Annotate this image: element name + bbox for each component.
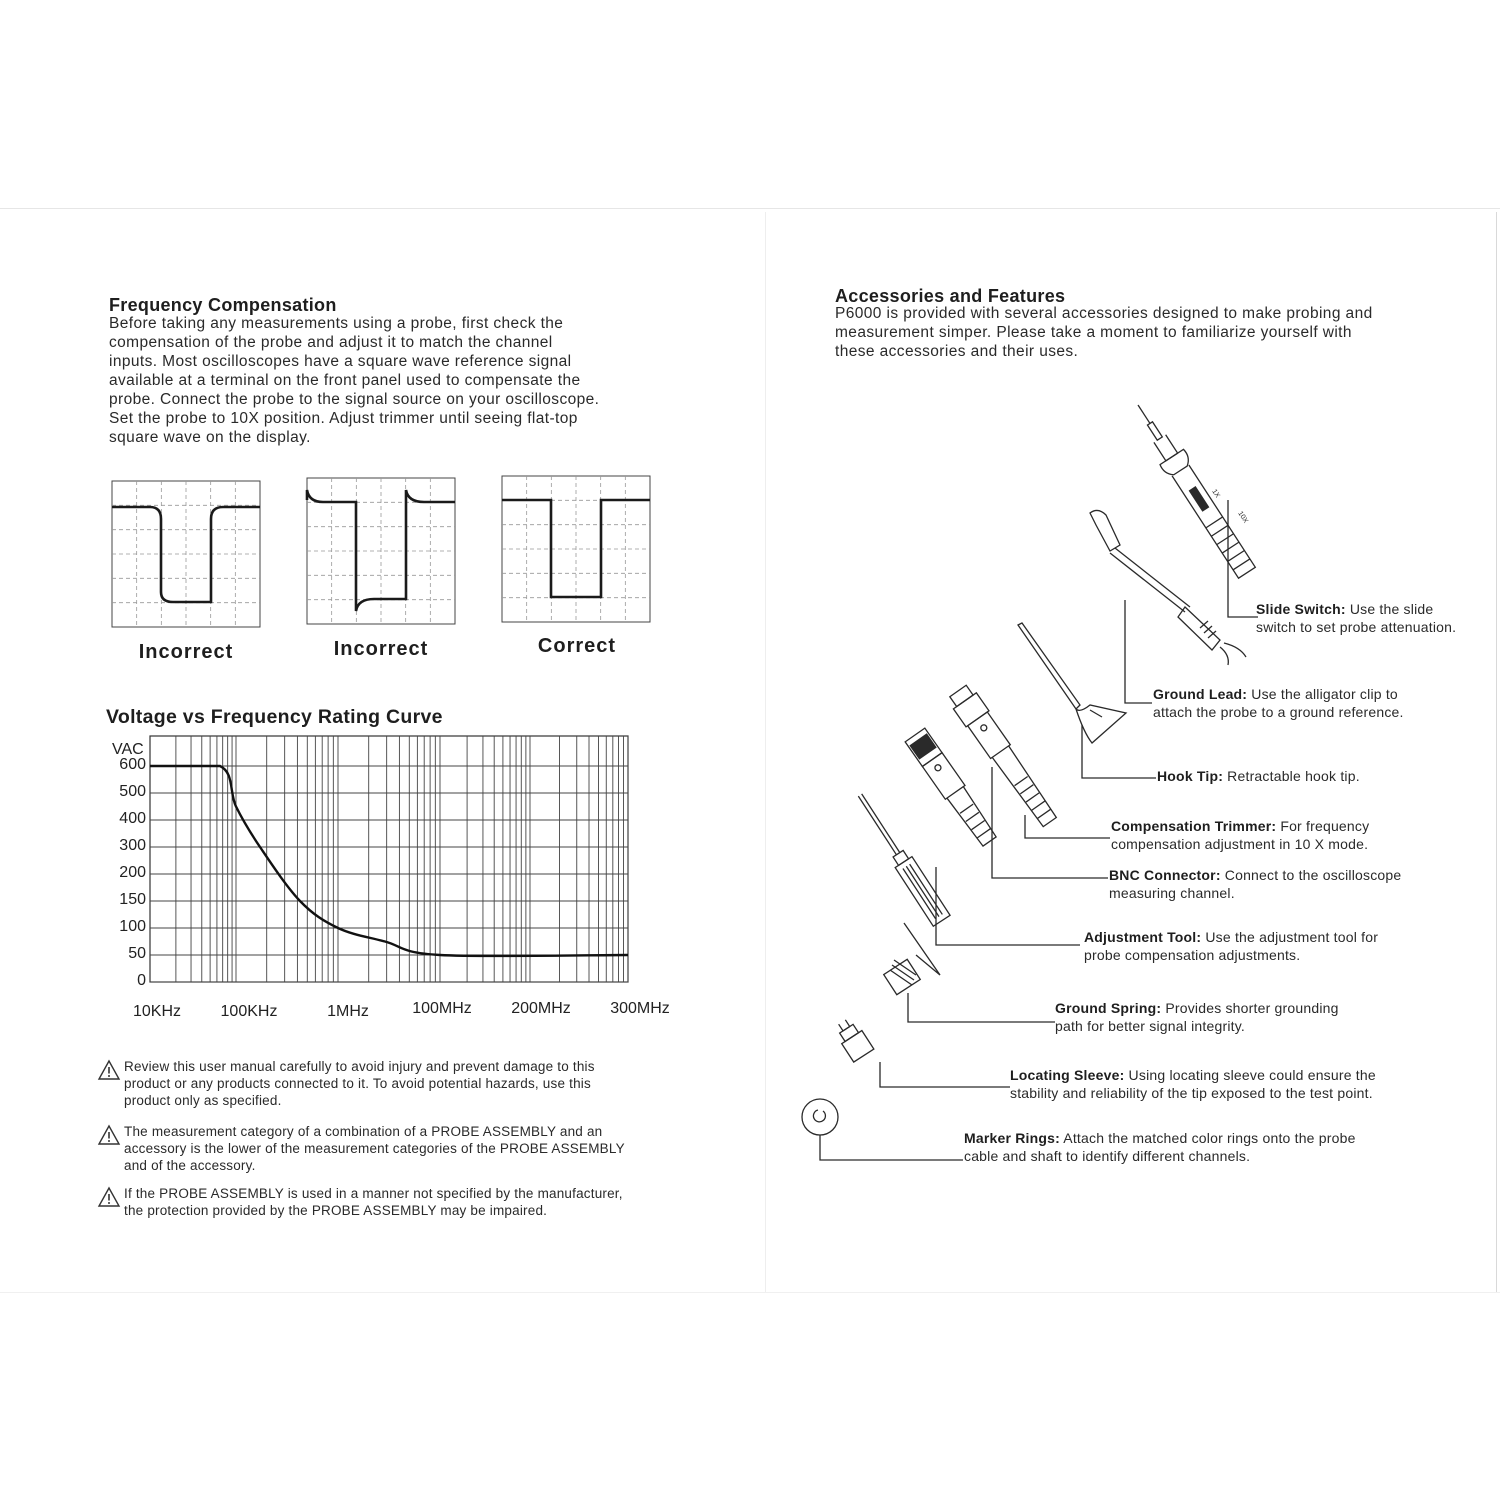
leader-line [1082,725,1156,778]
chart-y-tick-label: 50 [128,945,146,962]
callout-text: measuring channel. [1109,885,1235,901]
callout-title: Locating Sleeve: [1010,1067,1125,1083]
callout-bnc-connector [1109,866,1401,902]
callout-text: Use the adjustment tool for [1201,929,1379,945]
callout-text: Provides shorter grounding [1161,1000,1339,1016]
scope-grid [502,476,650,622]
callout-ground-lead [1153,685,1404,721]
accessories-illustration [780,395,1340,1175]
chart-y-tick-label: 600 [119,756,146,773]
text-line: compensation of the probe and adjust it to match the channel [109,334,553,351]
warning-triangle-icon [98,1060,120,1080]
accessories-heading: Accessories and Features [835,286,1066,306]
page-edge [0,208,1500,209]
text-line: The measurement category of a combination of a PROBE ASSEMBLY and an [124,1124,603,1139]
accessories-intro [835,304,1475,361]
text-line: product only as specified. [124,1093,282,1108]
text-line: the protection provided by the PROBE ASSEMBLY may be impaired. [124,1203,548,1218]
frequency-compensation-text [109,314,709,447]
chart-y-tick-label: 500 [119,783,146,800]
text-line: these accessories and their uses. [835,343,1079,360]
callout-text: Use the alligator clip to [1247,686,1398,702]
callout-compensation-trimmer [1111,817,1369,853]
callout-title: Ground Spring: [1055,1000,1162,1016]
callout-text: compensation adjustment in 10 X mode. [1111,836,1369,852]
warning-block [98,1058,708,1109]
callout-title: Marker Rings: [964,1130,1060,1146]
locating-sleeve-icon [832,1015,874,1062]
callout-title: Ground Lead: [1153,686,1248,702]
callout-text: cable and shaft to identify different channels. [964,1148,1251,1164]
callout-adjustment-tool [1084,928,1378,964]
callout-title: Compensation Trimmer: [1111,818,1277,834]
callout-title: Hook Tip: [1157,768,1224,784]
bnc-connector-icon [947,683,1062,830]
text-line: If the PROBE ASSEMBLY is used in a manner not specified by the manufacturer, [124,1186,623,1201]
chart-y-axis-label: VAC [112,741,144,758]
text-line: square wave on the display. [109,429,311,446]
page-divider [765,212,766,1292]
scope-grid [307,478,455,624]
text-line: probe. Connect the probe to the signal source on your oscilloscope. [109,391,600,408]
text-line: accessory is the lower of the measurement categories of the PROBE ASSEMBLY [124,1141,625,1156]
chart-grid [150,736,628,982]
text-line: product or any products connected to it. To avoid potential hazards, use this [124,1076,591,1091]
text-line: inputs. Most oscilloscopes have a square wave reference signal [109,353,572,370]
rating-curve-title: Voltage vs Frequency Rating Curve [106,706,443,728]
chart-y-tick-label: 400 [119,810,146,827]
chart-x-tick-label: 100MHz [412,1000,472,1017]
waveform-caption-incorrect: Incorrect [138,641,234,663]
waveform-caption-correct: Correct [537,635,617,657]
callout-text: Use the slide [1345,601,1434,617]
callout-text: switch to set probe attenuation. [1256,619,1457,635]
switch-mark-10x: 10X [1236,510,1249,525]
text-line: P6000 is provided with several accessories designed to make probing and [835,305,1373,322]
page-edge [0,1292,1500,1293]
ground-lead-icon [1090,510,1246,665]
callout-hook-tip [1157,767,1360,785]
callout-title: BNC Connector: [1109,867,1221,883]
warning-block [98,1185,708,1219]
callout-text: stability and reliability of the tip exposed to the test point. [1010,1085,1373,1101]
warning-text [124,1123,708,1174]
callout-text: path for better signal integrity. [1055,1018,1245,1034]
marker-ring-icon [802,1099,838,1135]
warning-text [124,1058,708,1109]
callout-text: Connect to the oscilloscope [1220,867,1402,883]
chart-x-tick-label: 200MHz [511,1000,571,1017]
correct-waveform [502,476,650,622]
chart-y-tick-label: 200 [119,864,146,881]
overcompensated-waveform [307,478,455,624]
chart-y-tick-label: 0 [137,972,146,989]
compensation-trimmer-icon [905,728,999,848]
hook-tip-icon [1018,623,1126,743]
warning-block [98,1123,708,1174]
waveform-caption-incorrect: Incorrect [333,638,429,660]
callout-text: Using locating sleeve could ensure the [1124,1067,1376,1083]
warning-triangle-icon [98,1187,120,1207]
scope-grid [112,481,260,627]
text-line: Set the probe to 10X position. Adjust trimmer until seeing flat-top [109,410,578,427]
callout-text: For frequency [1276,818,1370,834]
text-line: and of the accessory. [124,1158,256,1173]
text-line: measurement simper. Please take a moment to familiarize yourself with [835,324,1352,341]
warning-triangle-icon [98,1125,120,1145]
chart-x-tick-label: 300MHz [610,1000,670,1017]
text-line: Review this user manual carefully to avoid injury and prevent damage to this [124,1059,595,1074]
chart-y-tick-label: 150 [119,891,146,908]
callout-title: Adjustment Tool: [1084,929,1202,945]
frequency-compensation-heading: Frequency Compensation [109,295,337,315]
leader-line [936,867,1080,945]
undercompensated-waveform [112,481,260,627]
chart-x-tick-label: 100KHz [220,1003,278,1020]
ground-spring-icon [884,923,940,995]
callout-slide-switch [1256,600,1456,636]
switch-mark-1x: 1X [1210,488,1221,500]
text-line: available at a terminal on the front panel used to compensate the [109,372,581,389]
chart-x-tick-label: 1MHz [327,1003,369,1020]
probe-icon [1126,397,1259,580]
chart-y-tick-label: 100 [119,918,146,935]
leader-line [880,1062,1010,1087]
chart-x-tick-label: 10KHz [132,1003,182,1020]
callout-locating-sleeve [1010,1066,1376,1102]
text-line: Before taking any measurements using a probe, first check the [109,315,564,332]
warning-text [124,1185,708,1219]
callout-text: Attach the matched color rings onto the probe [1059,1130,1356,1146]
page-edge [1496,212,1497,1292]
callout-text: probe compensation adjustments. [1084,947,1301,963]
rating-curve-chart [150,736,630,986]
leader-line [820,1135,963,1160]
leader-line [1125,600,1152,703]
chart-y-tick-label: 300 [119,837,146,854]
adjustment-tool-icon [852,790,950,927]
callout-title: Slide Switch: [1256,601,1346,617]
leader-line [908,993,1055,1022]
callout-marker-rings [964,1129,1356,1165]
callout-text: attach the probe to a ground reference. [1153,704,1404,720]
callout-text: Retractable hook tip. [1223,768,1360,784]
callout-ground-spring [1055,999,1339,1035]
